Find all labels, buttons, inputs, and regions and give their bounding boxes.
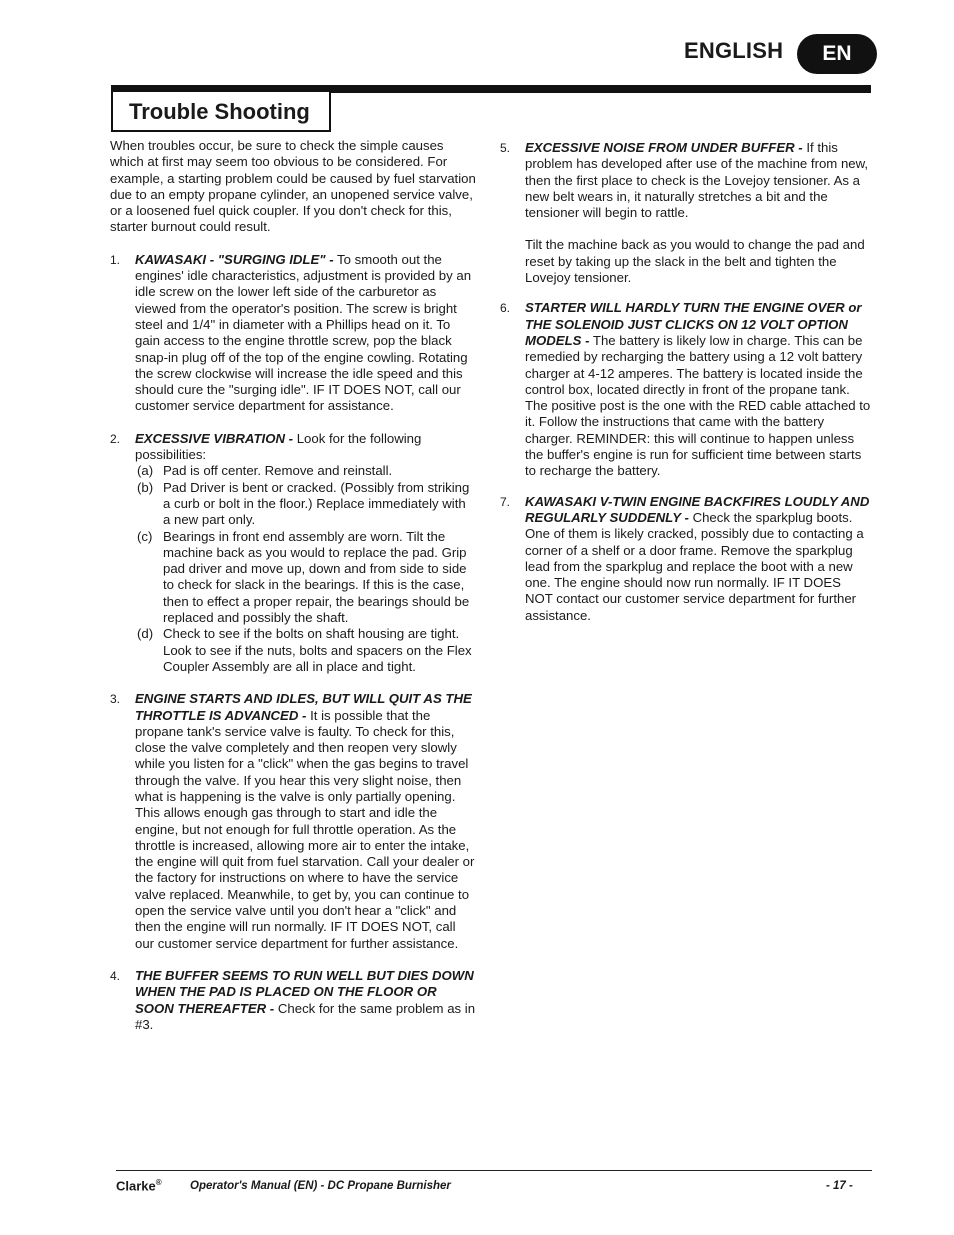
item-text: To smooth out the engines' idle characteristics, adjustment is provided by an idle screw on the lower left side of the carburetor as viewed from the operator's position. The screw is bright steel and 1/4" in diameter with a Phillips head on it. To gain access to the engine throttle screw, pop the black snap-in plug off of the top of the engine cowling. Rotating the screw clockwise will increase the idle speed and this should cure the "surging idle". IF IT DOES NOT, call our customer service department for assistance. [135, 251, 472, 414]
item-heading: EXCESSIVE NOISE FROM UNDER BUFFER - [525, 140, 803, 155]
subitem-text: Pad is off center. Remove and reinstall. [163, 463, 393, 479]
item-number: 5. [500, 141, 511, 155]
subitem-text: Bearings in front end assembly are worn. Tilt the machine back as you would to replace the pad. Grip pad driver and move up, down and from side to side to check for slack in the bearings. If this is the case, then to effect a proper repair, the bearings should be replaced and possibly the shaft. [163, 528, 470, 626]
item-7 [500, 494, 872, 624]
item-6 [500, 300, 872, 479]
item-heading: EXCESSIVE VIBRATION - [135, 430, 294, 446]
subitem-label: (d) [137, 626, 154, 642]
item-heading: KAWASAKI - "SURGING IDLE" - [135, 251, 334, 267]
footer-manual-title: Operator's Manual (EN) - DC Propane Burnisher [190, 1180, 451, 1192]
item-number: 4. [110, 968, 121, 983]
item-text: Check the sparkplug boots. One of them is likely cracked, possibly due to contacting a corner of a shelf or a door frame. Remove the sparkplug lead from the sparkplug and replace the boot with a new one. The engine should now run normally. IF IT DOES NOT contact our customer service department for further assistance. [525, 509, 864, 623]
subitem-a [135, 463, 476, 479]
item-number: 6. [500, 301, 511, 316]
subitem-label: (c) [137, 528, 153, 544]
item-number: 2. [110, 431, 121, 446]
subitem-b [135, 480, 476, 529]
item-5 [500, 140, 872, 286]
item-2 [110, 431, 476, 675]
right-column [500, 140, 872, 624]
footer-rule [116, 1170, 872, 1171]
item-number: 3. [110, 692, 121, 707]
subitem-label: (b) [137, 479, 154, 495]
item-text: Check for the same problem as in #3. [135, 1000, 476, 1032]
item-text: If this problem has developed after use of the machine from new, then the first place to check is the Lovejoy tensioner. As a new belt wears in, it naturally stretches a bit and the tensioner will begin to rattle. [525, 140, 869, 221]
brand-name: Clarke [116, 1178, 156, 1194]
item-extra-text: Tilt the machine back as you would to change the pad and reset by taking up the slack in the belt and tighten the Lovejoy tensioner. [525, 237, 865, 286]
footer-brand [116, 1178, 162, 1193]
item-number: 1. [110, 252, 121, 267]
item-heading: THE BUFFER SEEMS TO RUN WELL BUT DIES DOWN WHEN THE PAD IS PLACED ON THE FLOOR OR SOON THEREAFTER - [135, 967, 474, 1016]
item-heading: STARTER WILL HARDLY TURN THE ENGINE OVER or THE SOLENOID JUST CLICKS ON 12 VOLT OPTION MODELS - [525, 300, 862, 348]
language-badge: EN [797, 34, 877, 74]
subitem-c [135, 529, 476, 627]
item-1 [110, 252, 476, 415]
trademark-symbol: ® [155, 1178, 162, 1187]
subitem-text: Pad Driver is bent or cracked. (Possibly from striking a curb or bolt in the floor.) Replace immediately with a new part only. [163, 479, 470, 528]
page-number: - 17 - [826, 1180, 853, 1192]
subitem-text: Check to see if the bolts on shaft housing are tight. Look to see if the nuts, bolts and spacers on the Flex Coupler Assembly are all in place and tight. [163, 626, 472, 674]
item-4 [110, 968, 476, 1033]
section-title-box [111, 92, 331, 132]
item-heading: KAWASAKI V-TWIN ENGINE BACKFIRES LOUDLY AND REGULARLY SUDDENLY - [525, 493, 870, 525]
left-column [110, 138, 476, 1033]
item-text: Look for the following possibilities: [135, 430, 422, 463]
subitem-d [135, 626, 476, 675]
item-heading: ENGINE STARTS AND IDLES, BUT WILL QUIT AS THE THROTTLE IS ADVANCED - [135, 691, 472, 723]
section-title: Trouble Shooting [129, 99, 310, 124]
subitem-label: (a) [137, 463, 154, 479]
item-3 [110, 691, 476, 952]
intro-paragraph: When troubles occur, be sure to check the simple causes which at first may seem too obvious to be considered. For example, a starting problem could be caused by fuel starvation due to an empty propane cylinder, an unopened service valve, or a loosened fuel quick coupler. If you don't check for this, starter burnout could result. [110, 138, 476, 235]
item-text: The battery is likely low in charge. This can be remedied by recharging the battery using a 12 volt battery charger at 4-12 amperes. The battery is located inside the control box, located directly in front of the propane tank. The positive post is the one with the RED cable attached to it. Follow the instructions that came with the battery charger. REMINDER: this will continue to happen unless the buffer's engine is run for sufficient time between starts to recharge the battery. [525, 332, 871, 479]
item-text: It is possible that the propane tank's service valve is faulty. To check for this, close the valve completely and then reopen very slowly while you listen for a "click" when the gas begins to travel through the valve. If you hear this very slight noise, then what is happening is the valve is only partially opening. This allows enough gas through to start and idle the engine, but not enough for full throttle operation. As the throttle is increased, allowing more air to enter the intake, the engine will quit from fuel starvation. Call your dealer or the factory for instructions on where to have the service valve replaced. Meanwhile, to get by, you can continue to open the service valve until you don't hear a "click" and then the engine will run normally. IF IT DOES NOT, call our customer service department for further assistance. [135, 707, 475, 951]
language-label: ENGLISH [684, 38, 784, 63]
item-number: 7. [500, 494, 511, 509]
